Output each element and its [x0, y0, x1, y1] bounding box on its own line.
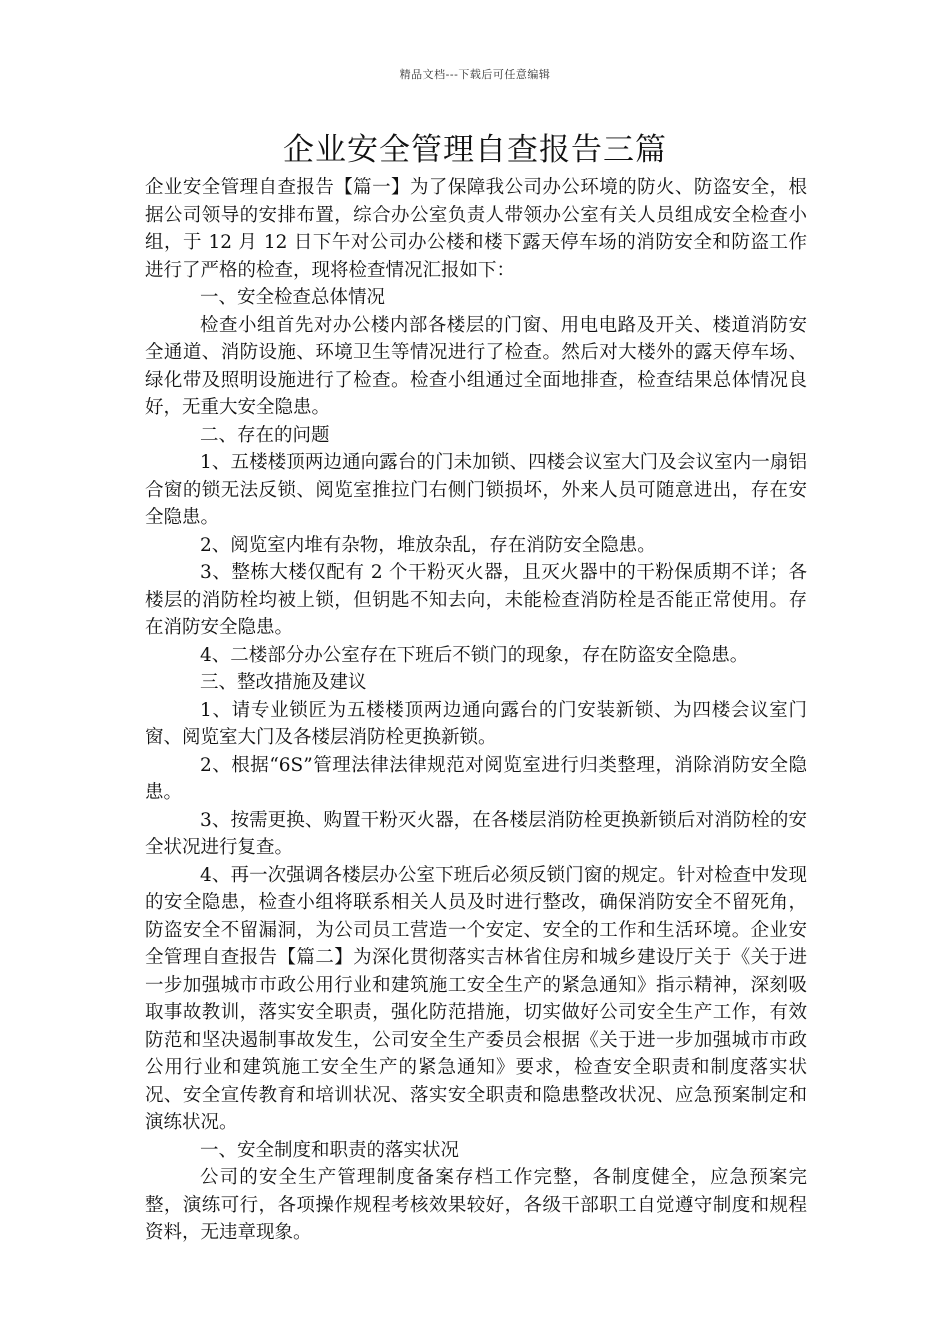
list-item: 1、五楼楼顶两边通向露台的门未加锁、四楼会议室大门及会议室内一扇铝合窗的锁无法反锁、阅览室推拉门右侧门锁损坏，外来人员可随意进出，存在安全隐患。	[145, 452, 807, 528]
list-item: 3、整栋大楼仅配有 2 个干粉灭火器，且灭火器中的干粉保质期不详；各楼层的消防栓均被上锁，但钥匙不知去向，未能检查消防栓是否能正常使用。存在消防安全隐患。	[145, 562, 807, 638]
paragraph: 公司的安全生产管理制度备案存档工作完整，各制度健全，应急预案完整，演练可行，各项操作规程考核效果较好，各级干部职工自觉遵守制度和规程资料，无违章现象。	[145, 1167, 807, 1243]
section-heading: 一、安全制度和职责的落实状况	[200, 1139, 460, 1161]
list-item: 4、二楼部分办公室存在下班后不锁门的现象，存在防盗安全隐患。	[200, 644, 749, 666]
list-item: 3、按需更换、购置干粉灭火器，在各楼层消防栓更换新锁后对消防栓的安全状况进行复查。	[145, 809, 807, 858]
paragraph: 检查小组首先对办公楼内部各楼层的门窗、用电电路及开关、楼道消防安全通道、消防设施、环境卫生等情况进行了检查。然后对大楼外的露天停车场、绿化带及照明设施进行了检查。检查小组通过全面地排查，检查结果总体情况良好，无重大安全隐患。	[145, 314, 807, 418]
document-title: 企业安全管理自查报告三篇	[283, 132, 667, 168]
section-heading: 三、整改措施及建议	[200, 672, 367, 693]
list-item: 2、根据“6S”管理法律法律规范对阅览室进行归类整理，消除消防安全隐患。	[145, 754, 807, 803]
list-item: 4、再一次强调各楼层办公室下班后必须反锁门窗的规定。针对检查中发现的安全隐患，检查小组将联系相关人员及时进行整改，确保消防安全不留死角，防盗安全不留漏洞，为公司员工营造一个安定、安全的工作和生活环境。企业安全管理自查报告【篇二】为深化贯彻落实吉林省住房和城乡建设厅关于《关于进一步加强城市市政公用行业和建筑施工安全生产的紧急通知》指示精神，深刻吸取事故教训，落实安全职责，强化防范措施，切实做好公司安全生产工作，有效防范和坚决遏制事故发生，公司安全生产委员会根据《关于进一步加强城市市政公用行业和建筑施工安全生产的紧急通知》要求，检查安全职责和制度落实状况、安全宣传教育和培训状况、落实安全职责和隐患整改状况、应急预案制定和演练状况。	[145, 864, 807, 1133]
paragraph: 企业安全管理自查报告【篇一】为了保障我公司办公环境的防火、防盗安全，根据公司领导的安排布置，综合办公室负责人带领办公室有关人员组成安全检查小组，于 12 月 12 日下午对公司办公楼和楼下露天停车场的消防安全和防盗工作进行了严格的检查，现将检查情况汇报如下：	[145, 177, 807, 281]
header-watermark: 精品文档---下载后可任意编辑	[399, 68, 551, 81]
list-item: 2、阅览室内堆有杂物，堆放杂乱，存在消防安全隐患。	[200, 534, 656, 556]
list-item: 1、请专业锁匠为五楼楼顶两边通向露台的门安装新锁、为四楼会议室门窗、阅览室大门及各楼层消防栓更换新锁。	[145, 699, 807, 748]
section-heading: 二、存在的问题	[200, 424, 330, 446]
section-heading: 一、安全检查总体情况	[200, 287, 386, 308]
document-body	[145, 174, 807, 1247]
